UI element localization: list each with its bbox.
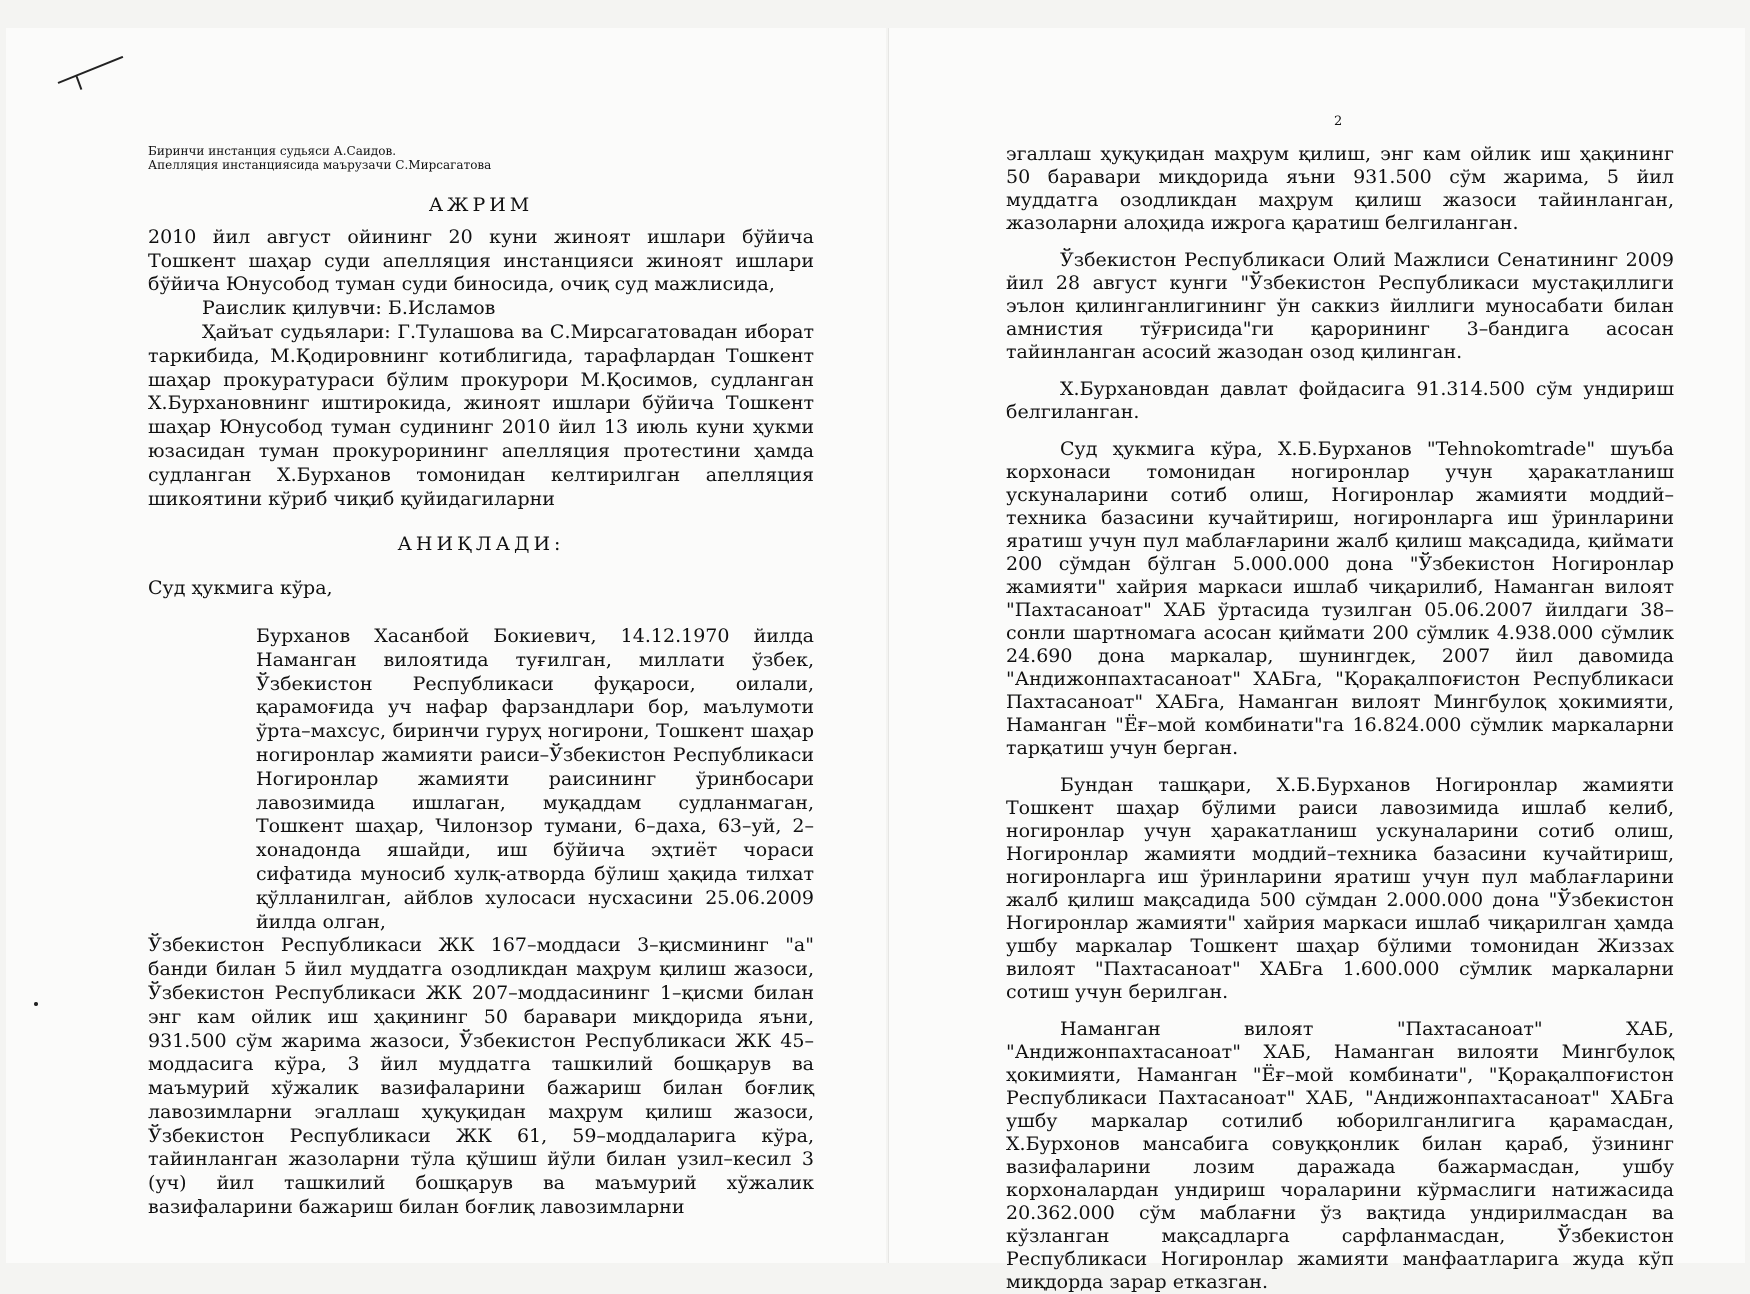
panel-paragraph: Ҳайъат судьялари: Г.Тулашова ва С.Мирсагатовадан иборат таркибида, М.Қодировнинг котиблигида, тарафлардан Тошкент шаҳар прокуратураси бўлим прокурори М.Қосимов, судланган Х.Бурхановнинг иштирокида, жиноят ишлари бўйича Тошкент шаҳар Юнусобод туман судининг 2010 йил 13 июль куни ҳукми юзасидан туман прокурорининг апелляция протестини ҳамда судланган Х.Бурханов томонидан келтирилган апелляция шикоятини кўриб чиқиб қуйидагиларни [148,320,814,510]
intro-paragraph: 2010 йил август ойининг 20 куни жиноят ишлари бўйича Тошкент шаҳар суди апелляция инстанцияси жиноят ишлари бўйича Юнусобод туман суди биносида, очиқ суд мажлисида, [148,225,814,296]
paragraph-3: Х.Бурхановдан давлат фойдасига 91.314.500 сўм ундириш белгиланган. [1006,378,1674,423]
court-ruling-line: Суд ҳукмига кўра, [148,577,333,600]
page-number: 2 [1334,114,1343,129]
defendant-paragraph: Бурханов Хасанбой Бокиевич, 14.12.1970 йилда Наманган вилоятида туғилган, миллати ўзбек, Ўзбекистон Республикаси фуқароси, оилали, қарамоғида уч нафар фарзандлари бор, маълумоти ўрта–махсус, биринчи гуруҳ ногирони, Тошкент шаҳар ногиронлар жамияти раиси–Ўзбекистон Республикаси Ногиронлар жамияти раисининг ўринбосари лавозимида ишлаган, муқаддам судланмаган, Тошкент шаҳар, Чилонзор тумани, 6–даха, 63–уй, 2–хонадонда яшайди, иш бўйича эҳтиёт чораси сифатида муносиб хулқ-атворда бўлиш ҳақида тилхат қўлланилган, айблов хулосаси нусхасини 25.06.2009 йилда олган, [256,624,814,933]
section-heading: АНИҚЛАДИ: [397,533,565,556]
left-column [148,144,814,1220]
paragraph-1: эгаллаш ҳуқуқидан маҳрум қилиш, энг кам ойлик иш ҳақининг 50 баравари миқдорида яъни 931.500 сўм жарима, 5 йил муддатга озодликдан маҳрум қилиш жазоси тайинланган, жазоларни алоҳида ижрога қаратиш белгиланган. [1006,143,1674,234]
right-column [1006,143,1674,1294]
paragraph-6: Наманган вилоят "Пахтасаноат" ХАБ, "Андижонпахтасаноат" ХАБ, Наманган вилояти Мингбулоқ ҳокимияти, Наманган "Ёғ–мой комбинати", "Қорақалпоғистон Республикаси Пахтасаноат" ХАБ, "Андижонпахтасаноат" ХАБга ушбу маркалар сотилиб юборилганлигига қарамасдан, Х.Бурхонов мансабига совуққонлик билан қараб, ўзининг вазифаларини лозим даражада бажармасдан, ушбу корхоналардан ундириш чораларини кўрмаслиги натижасида 20.362.000 сўм маблағни ўз вақтида ундирилмасдан ва кўзланган мақсадларга сарфланмасдан, Ўзбекистон Республикаси Ногиронлар жамияти манфаатларига жуда кўп миқдорда зарар етказган. [1006,1018,1674,1293]
ink-dot [34,1002,38,1006]
document-title: АЖРИМ [428,194,534,216]
sentence-paragraph: Ўзбекистон Республикаси ЖК 167–моддаси 3–қисмининг "а" банди билан 5 йил муддатга озодликдан маҳрум қилиш жазоси, Ўзбекистон Республикаси ЖК 207–моддасининг 1–қисми билан энг кам ойлик иш ҳақининг 50 баравари миқдорида яъни, 931.500 сўм жарима жазоси, Ўзбекистон Республикаси ЖК 45–моддасига кўра, 3 йил муддатга ташкилий бошқарув ва маъмурий хўжалик вазифаларини бажариш билан боғлиқ лавозимларни эгаллаш ҳуқуқидан маҳрум қилиш жазоси, Ўзбекистон Республикаси ЖК 61, 59–моддаларига кўра, тайинланган жазоларни тўла қўшиш йўли билан узил–кесил 3 (уч) йил ташкилий бошқарув ва маъмурий хўжалик вазифаларини бажариш билан боғлиқ лавозимларни [148,934,814,1219]
header-appeal-rapporteur: Апелляция инстанциясида маърузачи С.Мирсагатова [148,158,492,172]
paragraph-5: Бундан ташқари, Х.Б.Бурханов Ногиронлар жамияти Тошкент шаҳар бўлими раиси лавозимида ишлаб келиб, ногиронлар учун ҳаракатланиш ускуналарини сотиб олиш, Ногиронлар жамияти моддий–техника базасини кучайтириш, ногиронларга иш ўринларини яратиш учун пул маблағларини жалб қилиш мақсадида 500 сўмдан 2.000.000 дона "Ўзбекистон Ногиронлар жамияти" хайрия маркаси ишлаб чиқарилган ҳамда ушбу маркалар Тошкент шаҳар бўлими томонидан Жиззах вилоят "Пахтасаноат" ХАБга 1.600.000 сўмлик маркаларни сотиш учун берилган. [1006,774,1674,1003]
paragraph-4: Суд ҳукмига кўра, Х.Б.Бурханов "Tehnokomtrade" шуъба корхонаси томонидан ногиронлар учун ҳаракатланиш ускуналарини сотиб олиш, Ногиронлар жамияти моддий–техника базасини кучайтириш, ногиронларга иш ўринларини яратиш учун пул маблағларини жалб қилиш мақсадида, қиймати 200 сўмдан бўлган 5.000.000 дона "Ўзбекистон Ногиронлар жамияти" хайрия маркаси ишлаб чиқарилиб, Наманган вилоят "Пахтасаноат" ХАБ ўртасида тузилган 05.06.2007 йилдаги 38–сонли шартномага асосан қиймати 200 сўмлик 4.938.000 сўмлик 24.690 дона маркалар, шунингдек, 2007 йил давомида "Андижонпахтасаноат" ХАБга, "Қорақалпоғистон Республикаси Пахтасаноат" ХАБга, Наманган вилоят Мингбулоқ ҳокимияти, Наманган "Ёғ–мой комбинати"га 16.824.000 сўмлик маркаларни тарқатиш учун берган. [1006,438,1674,759]
paragraph-2: Ўзбекистон Республикаси Олий Мажлиси Сенатининг 2009 йил 28 август кунги "Ўзбекистон Республикаси мустақиллиги эълон қилинганлигининг ўн саккиз йиллиги муносабати билан амнистия тўғрисида"ги қарорининг 3–бандига асосан тайинланган асосий жазодан озод қилинган. [1006,249,1674,363]
header-first-instance-judge: Биринчи инстанция судьяси А.Саидов. [148,144,397,158]
presiding-judge: Раислик қилувчи: Б.Исламов [202,297,496,320]
